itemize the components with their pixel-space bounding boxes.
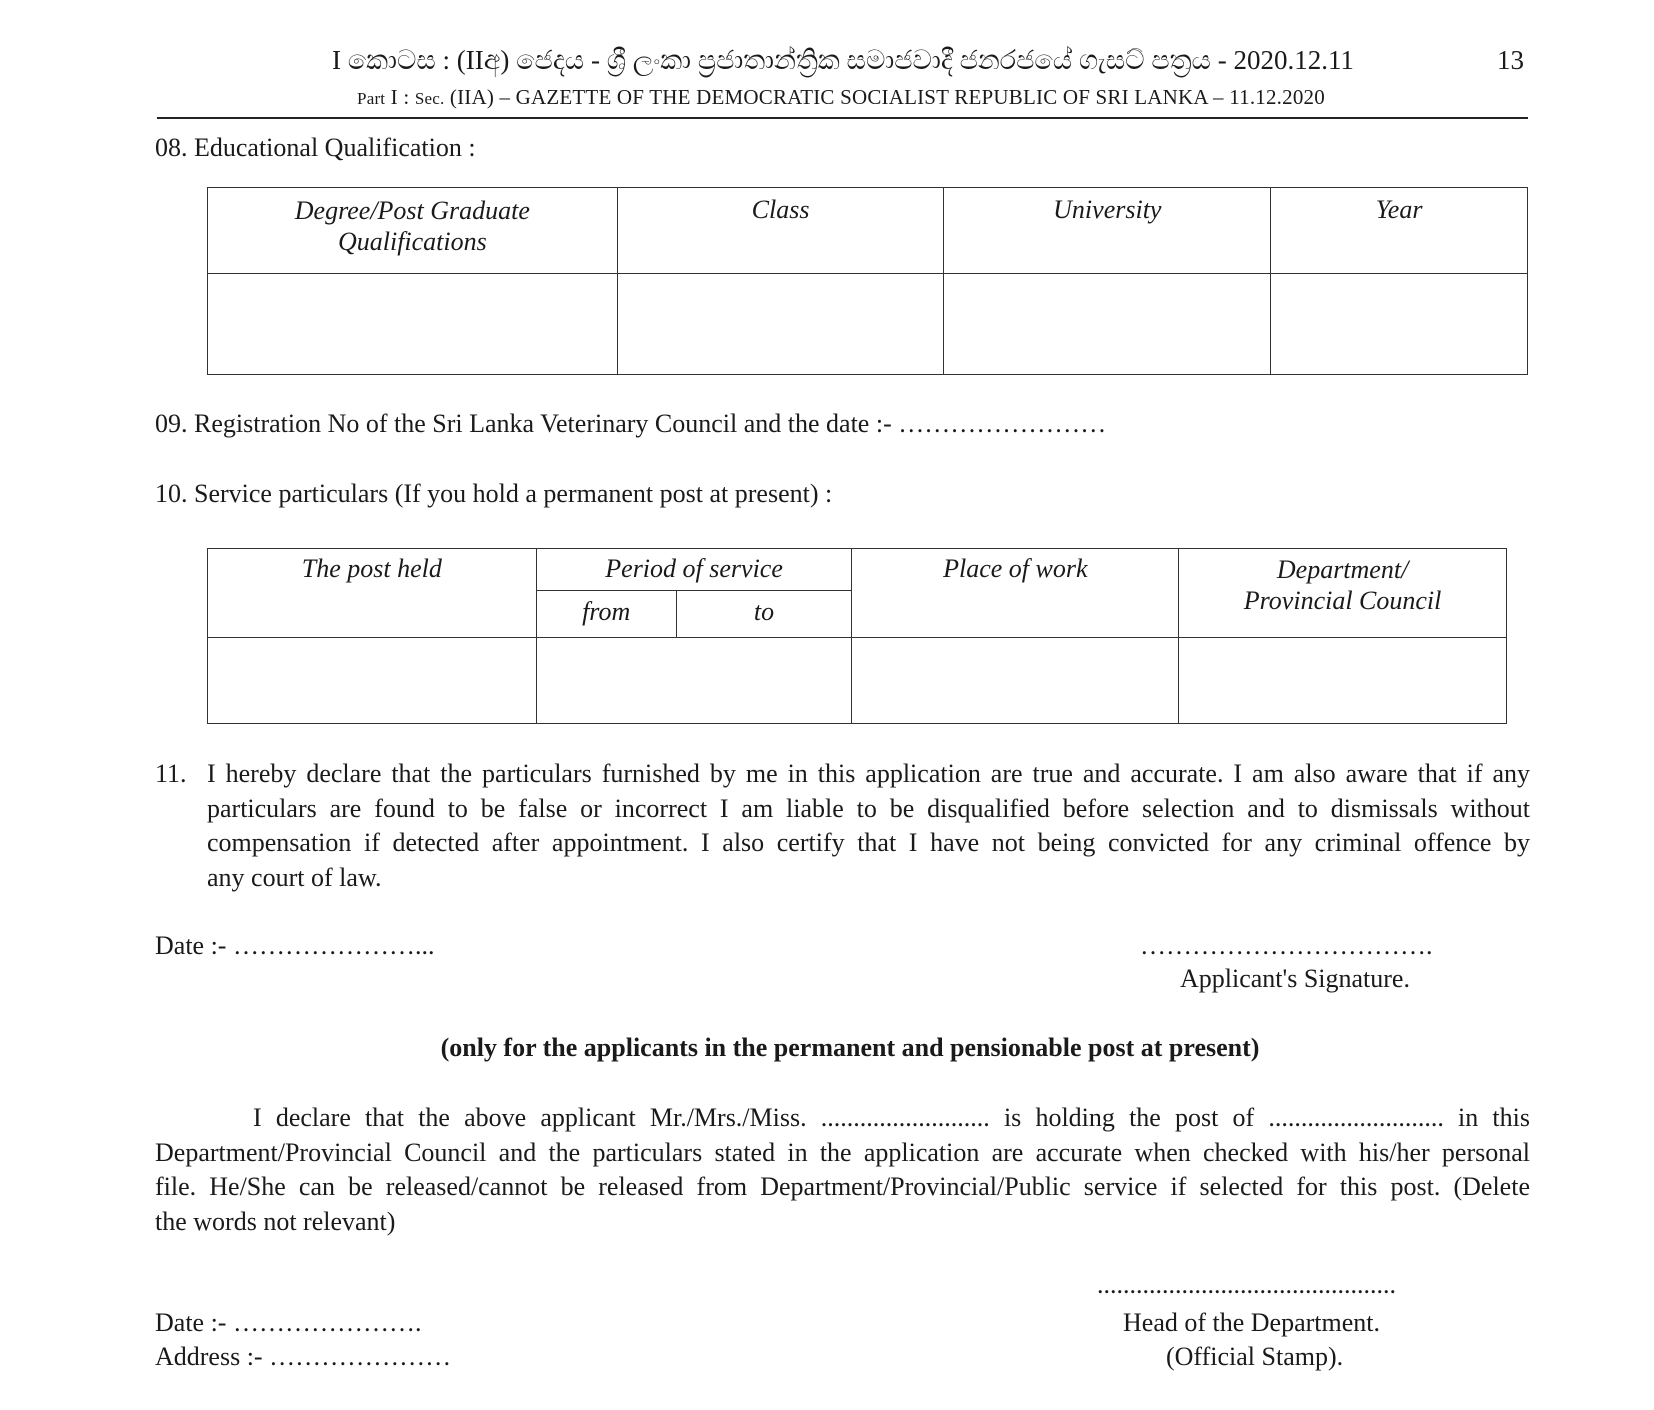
applicant-signature-label: Applicant's Signature. xyxy=(1180,964,1410,993)
col-place-of-work: Place of work xyxy=(852,549,1179,638)
service-header-row-1 xyxy=(208,549,1507,591)
header-rule xyxy=(157,117,1528,119)
header-english-rest: (IIA) – GAZETTE OF THE DEMOCRATIC SOCIALIST REPUBLIC OF SRI LANKA – 11.12.2020 xyxy=(444,85,1325,109)
col-degree xyxy=(208,188,618,274)
header-sinhala-line xyxy=(0,45,1654,77)
declaration-line-2: particulars are found to be false or incorrect I am liable to be disqualified before selection and to dismissals without xyxy=(207,793,1530,823)
section-11-number: 11. xyxy=(155,759,187,788)
cell-year[interactable] xyxy=(1271,274,1528,375)
service-entry-row xyxy=(208,638,1507,724)
head-title: Head of the Department. xyxy=(1123,1308,1381,1337)
header-english-line xyxy=(0,85,1654,110)
cell-department[interactable] xyxy=(1179,638,1507,724)
cell-place-of-work[interactable] xyxy=(852,638,1179,724)
header-sinhala-text: I කොටස : (IIඅ) ජෙදය - ශ්‍රී ලංකා ප්‍රජාතාන්ත්‍රික සමාජවාදී ජනරජයේ ගැසට් පත්‍රය - xyxy=(332,45,1234,75)
head-address-field[interactable]: Address :- ………………… xyxy=(155,1342,452,1371)
header-sec: Sec. xyxy=(414,89,445,108)
col-department xyxy=(1179,549,1507,638)
service-table xyxy=(207,548,1507,724)
cell-degree[interactable] xyxy=(208,274,618,375)
head-date-field[interactable]: Date :- …………………. xyxy=(155,1308,422,1337)
col-degree-line1: Degree/Post Graduate xyxy=(294,196,530,225)
col-to: to xyxy=(676,591,852,638)
certification-heading: (only for the applicants in the permanent and pensionable post at present) xyxy=(440,1033,1260,1062)
col-from: from xyxy=(536,591,676,638)
certification-line-1: I declare that the above applicant Mr./Mrs./Miss. .......................... is holding the post of ........................... in this xyxy=(253,1103,1530,1132)
declaration-line-3: compensation if detected after appointment. I also certify that I have not being convicted for any criminal offence by xyxy=(207,828,1530,857)
col-department-line2: Provincial Council xyxy=(1243,586,1442,615)
official-stamp-label: (Official Stamp). xyxy=(1166,1342,1344,1371)
cell-university[interactable] xyxy=(944,274,1271,375)
section-11-declaration xyxy=(207,757,1530,895)
applicant-signature-line[interactable]: ……………………………. xyxy=(1140,931,1433,960)
certification-line-3: file. He/She can be released/cannot be released from Department/Provincial/Public service if selected for this post. (Delete xyxy=(155,1172,1530,1201)
section-10-label: 10. Service particulars (If you hold a permanent post at present) : xyxy=(155,479,833,508)
head-signature-line[interactable]: .............................................. xyxy=(1097,1270,1396,1299)
col-year: Year xyxy=(1271,188,1528,274)
cell-class[interactable] xyxy=(617,274,944,375)
col-department-line1: Department/ xyxy=(1276,555,1409,584)
education-header-row xyxy=(208,188,1528,274)
col-degree-line2: Qualifications xyxy=(337,227,487,256)
education-entry-row xyxy=(208,274,1528,375)
certification-line-2: Department/Provincial Council and the particulars stated in the application are accurate when checked with his/her personal xyxy=(155,1137,1530,1167)
header-part: Part xyxy=(357,89,386,108)
header-part-num: I : xyxy=(385,85,415,109)
col-post-held: The post held xyxy=(208,549,537,638)
declaration-line-4: any court of law. xyxy=(207,862,382,892)
section-09-label: 09. Registration No of the Sri Lanka Veterinary Council and the date :- …………………… xyxy=(155,409,1107,438)
col-university: University xyxy=(944,188,1271,274)
header-sinhala-date: 2020.12.11 xyxy=(1233,45,1354,75)
cell-period[interactable] xyxy=(536,638,852,724)
section-08-label: 08. Educational Qualification : xyxy=(155,133,476,162)
col-period-of-service: Period of service xyxy=(536,549,852,591)
page-number: 13 xyxy=(1497,45,1524,75)
education-table xyxy=(207,187,1528,375)
col-class: Class xyxy=(617,188,944,274)
applicant-date-field[interactable]: Date :- …………………... xyxy=(155,931,435,960)
certification-paragraph xyxy=(155,1101,1530,1239)
declaration-line-1: I hereby declare that the particulars furnished by me in this application are true and accurate. I am also aware that if any xyxy=(207,759,1530,788)
certification-line-4: the words not relevant) xyxy=(155,1206,396,1236)
cell-post-held[interactable] xyxy=(208,638,537,724)
